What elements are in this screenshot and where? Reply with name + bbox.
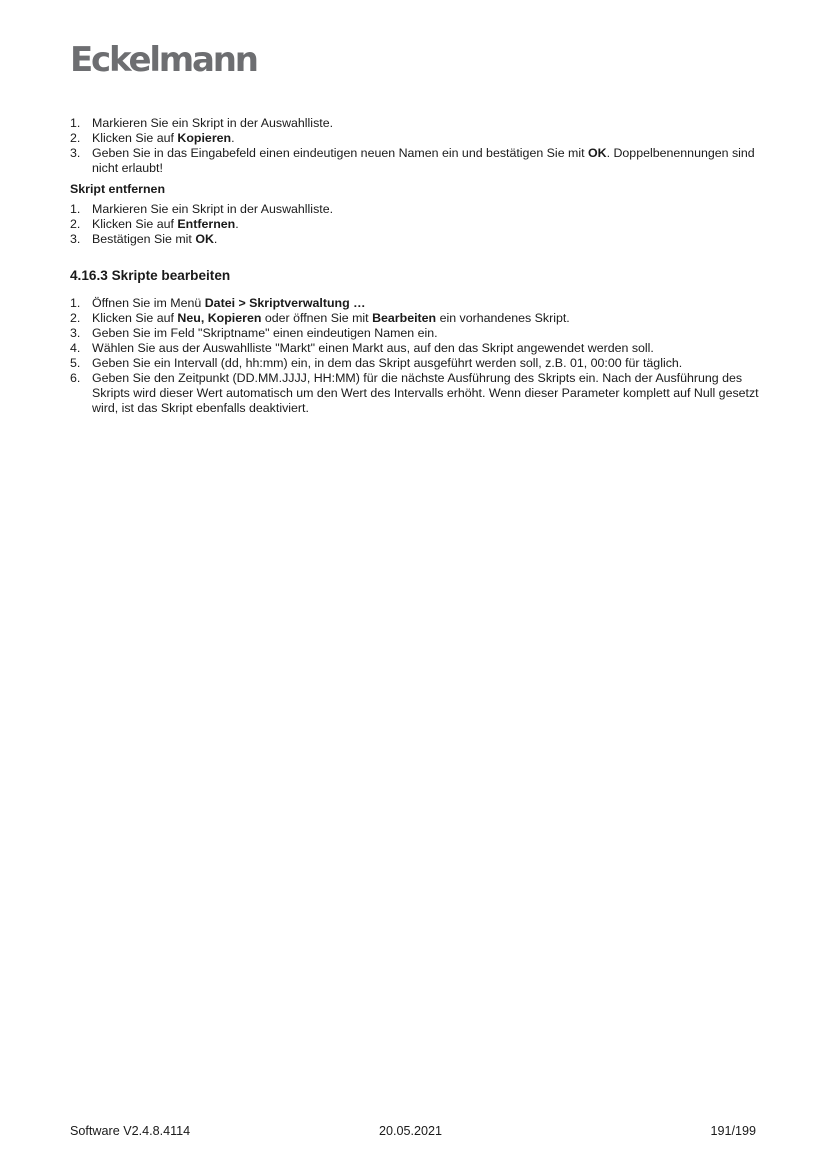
edit-steps-list bbox=[70, 296, 760, 416]
list-item bbox=[70, 232, 760, 247]
list-item-text: . Doppelbenennungen sind nicht erlaubt! bbox=[92, 146, 755, 175]
list-item-text: Bestätigen Sie mit bbox=[92, 232, 196, 246]
list-item-number: 4. bbox=[70, 341, 81, 355]
list-item-number: 2. bbox=[70, 217, 81, 231]
list-item bbox=[70, 311, 760, 326]
footer-software-version: Software V2.4.8.4114 bbox=[70, 1124, 191, 1138]
list-item-bold-text: Bearbeiten bbox=[372, 311, 437, 325]
list-item-number: 1. bbox=[70, 202, 81, 216]
list-item-number: 1. bbox=[70, 296, 81, 310]
list-item-text: Klicken Sie auf bbox=[92, 131, 178, 145]
remove-steps-list bbox=[70, 202, 760, 247]
list-item-number: 3. bbox=[70, 326, 81, 340]
list-item-text: ein vorhandenes Skript. bbox=[436, 311, 570, 325]
copy-steps-list bbox=[70, 116, 760, 176]
list-item-text: . bbox=[235, 217, 239, 231]
page-content bbox=[70, 116, 760, 416]
list-item-number: 5. bbox=[70, 356, 81, 370]
list-item-text: oder öffnen Sie mit bbox=[261, 311, 373, 325]
section-heading: 4.16.3 Skripte bearbeiten bbox=[70, 268, 231, 283]
list-item-text: Wählen Sie aus der Auswahlliste "Markt" einen Markt aus, auf den das Skript angewendet werden soll. bbox=[92, 341, 654, 355]
list-item-text: Klicken Sie auf bbox=[92, 311, 178, 325]
list-item-text: Öffnen Sie im Menü bbox=[92, 296, 205, 310]
list-item bbox=[70, 217, 760, 232]
list-item-text: Geben Sie den Zeitpunkt (DD.MM.JJJJ, HH:MM) für die nächste Ausführung des Skripts ein. Nach der Ausführung des Skripts wird dieser Wert automatisch um den Wert des Intervalls erhöht. Wenn dieser Parameter komplett auf Null gesetzt wird, ist das Skript ebenfalls deaktiviert. bbox=[92, 371, 759, 415]
list-item bbox=[70, 146, 760, 176]
list-item-bold-text: Entfernen bbox=[177, 217, 236, 231]
list-item bbox=[70, 356, 760, 371]
list-item-bold-text: OK bbox=[195, 232, 214, 246]
list-item-text: Klicken Sie auf bbox=[92, 217, 178, 231]
list-item-text: Markieren Sie ein Skript in der Auswahlliste. bbox=[92, 116, 334, 130]
footer-date: 20.05.2021 bbox=[379, 1124, 443, 1138]
list-item bbox=[70, 326, 760, 341]
list-item-number: 2. bbox=[70, 131, 81, 145]
eckelmann-logo: Eckelmann bbox=[70, 40, 257, 80]
list-item-bold-text: Kopieren bbox=[177, 131, 232, 145]
list-item bbox=[70, 341, 760, 356]
list-item-text: Geben Sie im Feld "Skriptname" einen eindeutigen Namen ein. bbox=[92, 326, 438, 340]
list-item bbox=[70, 202, 760, 217]
list-item-bold-text: Datei > Skriptverwaltung … bbox=[204, 296, 366, 310]
list-item-number: 1. bbox=[70, 116, 81, 130]
list-item-number: 3. bbox=[70, 232, 81, 246]
list-item-bold-text: Neu, Kopieren bbox=[177, 311, 262, 325]
list-item-bold-text: OK bbox=[587, 146, 607, 160]
list-item-number: 6. bbox=[70, 371, 81, 385]
list-item-number: 3. bbox=[70, 146, 81, 160]
list-item-text: Geben Sie ein Intervall (dd, hh:mm) ein, in dem das Skript ausgeführt werden soll, z.B. 01, 00:00 für täglich. bbox=[92, 356, 683, 370]
remove-script-heading: Skript entfernen bbox=[70, 182, 166, 196]
list-item-text: . bbox=[231, 131, 235, 145]
list-item-text: Markieren Sie ein Skript in der Auswahlliste. bbox=[92, 202, 334, 216]
list-item-text: Geben Sie in das Eingabefeld einen eindeutigen neuen Namen ein und bestätigen Sie mit bbox=[92, 146, 588, 160]
footer-page-number: 191/199 bbox=[710, 1124, 756, 1138]
list-item-text: . bbox=[213, 232, 218, 246]
list-item bbox=[70, 116, 760, 131]
list-item bbox=[70, 131, 760, 146]
list-item bbox=[70, 296, 760, 311]
list-item-number: 2. bbox=[70, 311, 81, 325]
list-item bbox=[70, 371, 760, 416]
